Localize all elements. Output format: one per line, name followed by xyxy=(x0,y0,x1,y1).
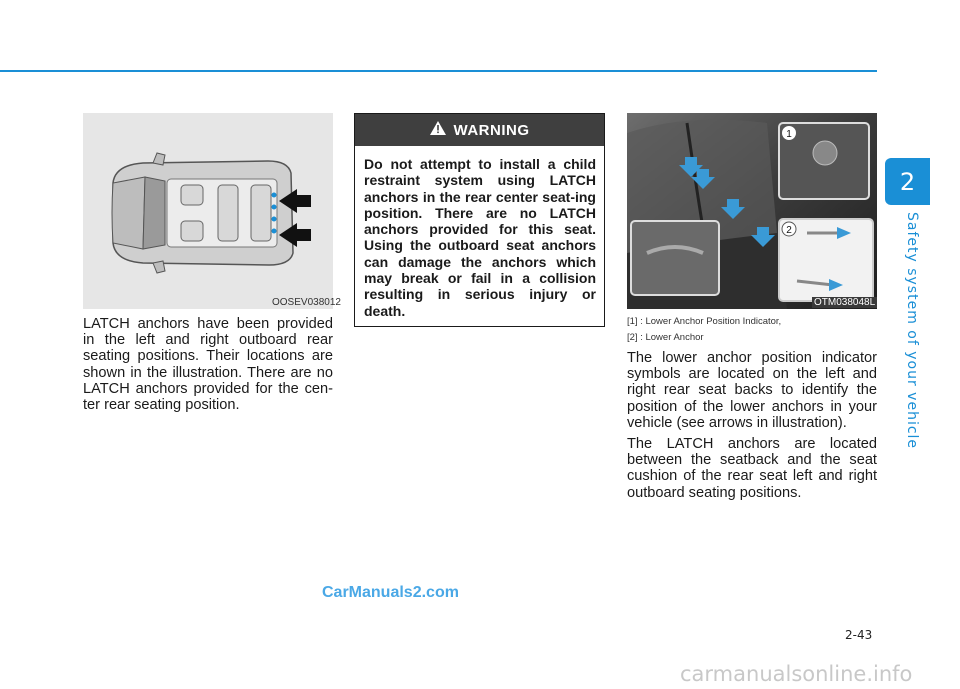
rear-seat-illustration xyxy=(627,113,877,309)
figure-caption-2: [2] : Lower Anchor xyxy=(627,332,704,343)
left-figure-code: OOSEV038012 xyxy=(272,297,341,308)
vehicle-top-view-illustration xyxy=(83,113,333,309)
right-figure-code: OTM038048L xyxy=(814,297,876,308)
chapter-tab xyxy=(885,158,930,205)
warning-triangle-icon xyxy=(430,121,446,139)
chapter-number: 2 xyxy=(899,167,916,196)
warning-body: Do not attempt to install a child restraint system using LATCH anchors in the rear center seat-ing position. There are no LATCH anchors provided for this seat. Using the outboard seat anchors can damage the anchors which may break or fail in a collision resulting in serious injury or death. xyxy=(364,156,596,319)
warning-box xyxy=(354,113,605,327)
vehicle-top-view-figure xyxy=(83,113,333,309)
right-body-text-1: The lower anchor position indicator symbols are located on the left and right rear seat backs to identify the position of the lower anchors in your vehicle (see arrows in illustration). xyxy=(627,350,877,431)
figure-caption-1: [1] : Lower Anchor Position Indicator, xyxy=(627,316,782,327)
warning-header xyxy=(355,114,604,146)
header-rule xyxy=(0,70,877,72)
chapter-title: Safety system of your vehicle xyxy=(904,212,920,450)
left-body-text: LATCH anchors have been provided in the left and right outboard rear seating positions. Their locations are shown in the illustration. There are no LATCH anchors provided for the cen-ter rear seating position. xyxy=(83,316,333,414)
warning-heading: WARNING xyxy=(453,121,530,139)
right-body-text-2: The LATCH anchors are located between the seatback and the seat cushion of the rear seat left and right outboard seating positions. xyxy=(627,436,877,501)
callout-2: 2 xyxy=(786,225,792,236)
page-number: 2-43 xyxy=(845,628,873,642)
callout-1: 1 xyxy=(786,129,792,140)
watermark-link-carmanuals2[interactable]: CarManuals2.com xyxy=(322,584,459,601)
rear-seat-anchor-figure xyxy=(627,113,877,309)
watermark-carmanualsonline: carmanualsonline.info xyxy=(680,662,913,686)
